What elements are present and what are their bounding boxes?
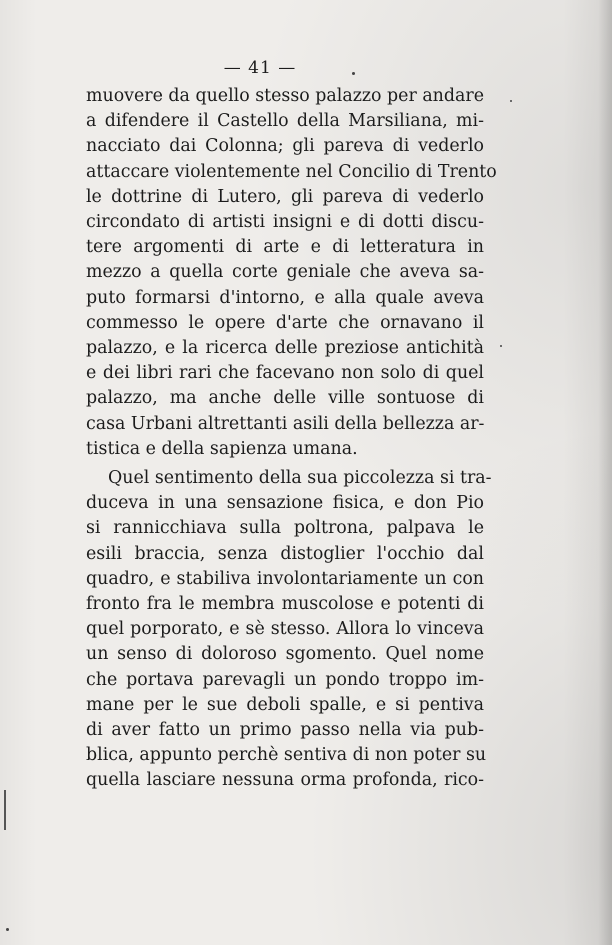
text-line: Quel sentimento della sua piccolezza si tra- — [108, 468, 492, 489]
text-line: un senso di doloroso sgomento. Quel nome — [86, 644, 484, 665]
text-line: muovere da quello stesso palazzo per andare — [86, 86, 484, 106]
paper-speck — [500, 345, 502, 347]
text-line: e dei libri rari che facevano non solo di quel — [86, 363, 484, 384]
text-line: commesso le opere d'arte che ornavano il — [86, 312, 484, 333]
text-line: palazzo, ma anche delle ville sontuose di — [86, 388, 484, 409]
margin-mark — [4, 790, 6, 830]
text-line: quel porporato, e sè stesso. Allora lo vinceva — [86, 619, 484, 640]
text-line: le dottrine di Lutero, gli pareva di vederlo — [86, 186, 484, 207]
text-line: mane per le sue deboli spalle, e si pentiva — [86, 694, 484, 715]
text-line: si rannicchiava sulla poltrona, palpava le — [86, 518, 484, 539]
text-line: casa Urbani altrettanti asili della bellezza ar- — [86, 413, 485, 434]
text-line: tere argomenti di arte e di letteratura in — [86, 237, 484, 258]
text-line: quadro, e stabiliva involontariamente un con — [86, 568, 484, 589]
text-line: quella lasciare nessuna orma profonda, rico- — [86, 770, 484, 791]
page-edge-shadow — [598, 0, 612, 945]
paper-speck — [6, 928, 9, 931]
text-line: blica, appunto perchè sentiva di non poter su — [86, 745, 487, 766]
text-line: nacciato dai Colonna; gli pareva di vederlo — [86, 136, 484, 157]
text-line: di aver fatto un primo passo nella via pub- — [86, 720, 484, 741]
paragraph-1 — [86, 84, 497, 462]
text-line: puto formarsi d'intorno, e alla quale aveva — [86, 287, 484, 308]
text-line: che portava parevagli un pondo troppo im- — [86, 669, 484, 690]
text-line: attaccare violentemente nel Concilio di Trento — [86, 161, 497, 182]
text-line: esili braccia, senza distoglier l'occhio dal — [86, 543, 484, 564]
body-text — [86, 84, 497, 794]
text-line: circondato di artisti insigni e di dotti discu- — [86, 212, 484, 233]
text-line: a difendere il Castello della Marsiliana, mi- — [86, 111, 484, 132]
text-line: duceva in una sensazione fisica, e don Pio — [86, 493, 484, 514]
text-line: fronto fra le membra muscolose e potenti di — [86, 594, 484, 615]
text-line: tistica e della sapienza umana. — [86, 438, 358, 459]
text-line: mezzo a quella corte geniale che aveva sa- — [86, 262, 484, 283]
paragraph-2 — [86, 466, 492, 794]
page-number: — 41 — — [223, 58, 297, 78]
paper-speck — [510, 100, 512, 102]
text-line: palazzo, e la ricerca delle preziose antichità — [86, 338, 484, 359]
